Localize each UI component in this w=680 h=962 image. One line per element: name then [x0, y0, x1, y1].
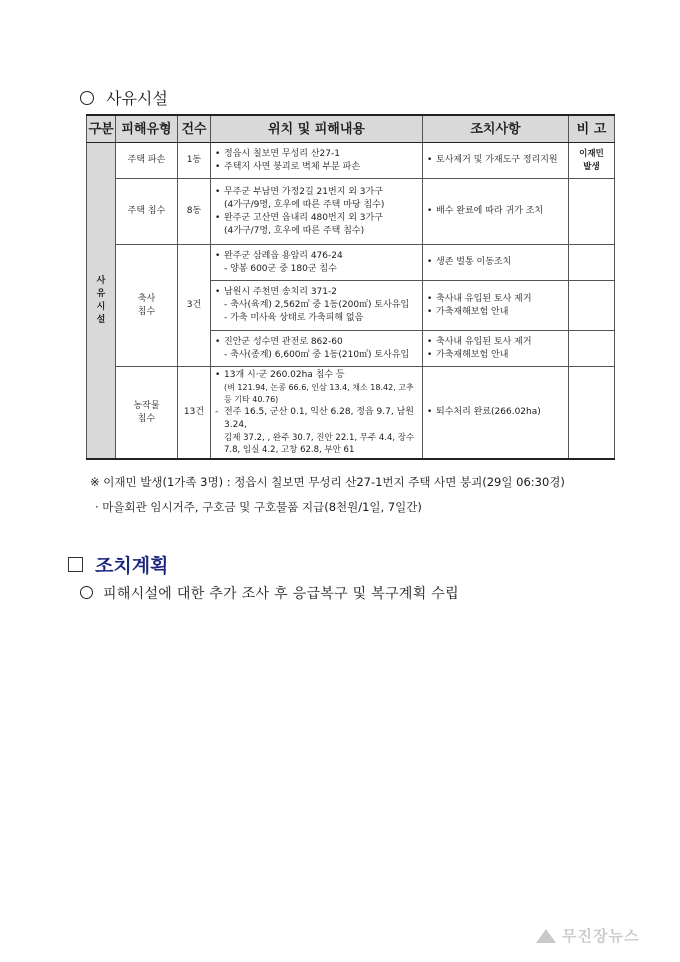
note-cell — [569, 245, 615, 281]
detail-text: 전주 16.5, 군산 0.1, 익산 6.28, 정읍 9.7, 남원 3.24, — [224, 407, 414, 430]
detail-cell — [211, 179, 423, 245]
detail-cell — [211, 281, 423, 331]
detail-sub: 김제 37.2, , 완주 30.7, 진안 22.1, 무주 4.4, 장수 7.8, 임실 4.2, 고창 62.8, 부안 61 — [224, 433, 415, 455]
table-row — [87, 245, 615, 281]
action-line: • 가축재해보험 안내 — [427, 306, 564, 319]
plan-item-text: 피해시설에 대한 추가 조사 후 응급복구 및 복구계획 수립 — [103, 586, 459, 602]
action-cell — [423, 367, 569, 460]
note-cell — [569, 281, 615, 331]
detail-sub: (4가구/7명, 호우에 따른 주택 침수) — [224, 225, 365, 236]
action-cell — [423, 281, 569, 331]
count-cell: 13건 — [178, 367, 211, 460]
plan-title: 조치계획 — [95, 555, 169, 577]
action-line: • 생존 벌통 이동조치 — [427, 256, 564, 269]
circle-bullet-icon — [80, 91, 94, 105]
detail-line: • 13개 시·군 260.02ha 침수 등 — [215, 369, 418, 382]
detail-line: • 남원시 주천면 송치리 371-2 — [215, 286, 418, 299]
watermark — [536, 925, 639, 946]
detail-cell — [211, 245, 423, 281]
detail-line: • 완주군 삼례읍 용암리 476-24 — [215, 250, 418, 263]
action-line: • 퇴수처리 완료(266.02ha) — [427, 406, 564, 419]
note-displaced: ※ 이재민 발생(1가족 3명) : 정읍시 칠보면 무성리 산27-1번지 주택 사면 붕괴(29일 06:30경) — [90, 475, 565, 489]
note-cell — [569, 179, 615, 245]
detail-cell — [211, 143, 423, 179]
type-cell: 농작물 침수 — [116, 367, 178, 460]
table-header-row — [87, 115, 615, 143]
plan-item — [80, 583, 459, 603]
note-cell — [569, 331, 615, 367]
watermark-text: 무진장뉴스 — [562, 927, 640, 945]
table-row — [87, 367, 615, 460]
header-type: 피해유형 — [116, 115, 178, 143]
action-cell — [423, 245, 569, 281]
type-cell: 축사 침수 — [116, 245, 178, 367]
detail-sub: - 축사(종계) 6,600㎡ 중 1동(210㎡) 토사유입 — [224, 349, 410, 360]
plan-heading — [68, 551, 168, 578]
header-note: 비 고 — [569, 115, 615, 143]
detail-line: • 완주군 고산면 읍내리 480번지 외 3가구 — [215, 212, 418, 225]
count-cell: 8동 — [178, 179, 211, 245]
detail-sub: (4가구/9명, 호우에 따른 주택 마당 침수) — [224, 199, 385, 210]
type-cell: 주택 파손 — [116, 143, 178, 179]
section-heading — [80, 86, 168, 109]
action-cell — [423, 143, 569, 179]
table-row — [87, 143, 615, 179]
header-detail: 위치 및 피해내용 — [211, 115, 423, 143]
detail-sub: - 가축 미사육 상태로 가축피해 없음 — [224, 313, 364, 323]
count-cell: 3건 — [178, 245, 211, 367]
detail-line: • 진안군 성수면 관전로 862-60 — [215, 336, 418, 349]
category-label: 사유시설 — [96, 275, 106, 325]
header-action: 조치사항 — [423, 115, 569, 143]
action-line: • 축사내 유입된 토사 제거 — [427, 293, 564, 306]
detail-line: • 무주군 부남면 가정2길 21번지 외 3가구 — [215, 186, 418, 199]
circle-bullet-icon — [80, 586, 93, 599]
detail-cell — [211, 367, 423, 460]
damage-table — [86, 114, 615, 460]
detail-line: • 주택지 사면 붕괴로 벽체 부분 파손 — [215, 161, 418, 174]
detail-line: - 전주 16.5, 군산 0.1, 익산 6.28, 정읍 9.7, 남원 3.24, — [215, 407, 414, 430]
table-row — [87, 179, 615, 245]
mountain-logo-icon — [536, 929, 556, 943]
action-line: • 배수 완료에 따라 귀가 조치 — [427, 205, 564, 218]
note-cell: 이재민 발생 — [569, 143, 615, 179]
note-support: · 마을회관 임시거주, 구호금 및 구호물품 지급(8천원/1일, 7일간) — [95, 500, 422, 514]
detail-line: • 정읍시 칠보면 무성리 산27-1 — [215, 148, 418, 161]
action-line: • 축사내 유입된 토사 제거 — [427, 336, 564, 349]
header-count: 건수 — [178, 115, 211, 143]
action-line: • 가축재해보험 안내 — [427, 349, 564, 362]
action-line: • 토사제거 및 가재도구 정리지원 — [427, 154, 564, 167]
note-cell — [569, 367, 615, 460]
section-title: 사유시설 — [106, 89, 168, 108]
detail-cell — [211, 331, 423, 367]
type-cell: 주택 침수 — [116, 179, 178, 245]
action-cell — [423, 331, 569, 367]
detail-sub: - 양봉 600군 중 180군 침수 — [224, 263, 337, 274]
count-cell: 1동 — [178, 143, 211, 179]
square-bullet-icon — [68, 557, 83, 572]
action-cell — [423, 179, 569, 245]
detail-sub: (벼 121.94, 논콩 66.6, 인삼 13.4, 채소 18.42, 고추 등 기타 40.76) — [224, 383, 414, 404]
header-gubun: 구분 — [87, 115, 116, 143]
category-cell — [87, 143, 116, 460]
detail-sub: - 축사(육계) 2,562㎡ 중 1동(200㎡) 토사유입 — [224, 300, 410, 310]
